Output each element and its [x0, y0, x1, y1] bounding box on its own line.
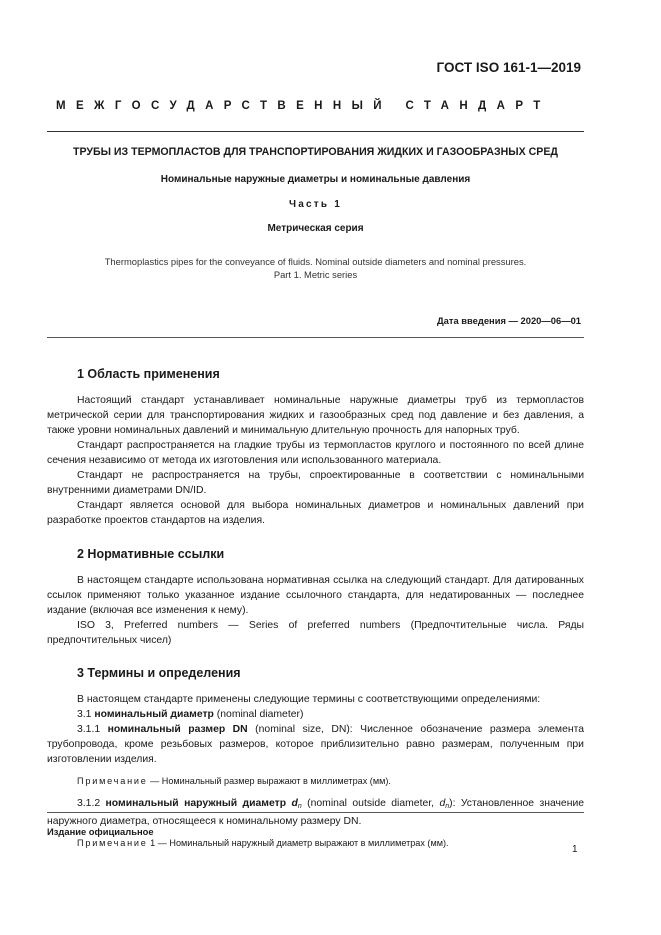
section-2-heading: 2 Нормативные ссылки: [77, 547, 225, 561]
section-1-heading: 1 Область применения: [77, 367, 220, 381]
section-1-paragraph: Стандарт распространяется на гладкие трубы из термопластов круглого и постоянного по всей длине сечения независимо от метода их изготовления или использованного материала.: [47, 440, 584, 466]
introduction-date: Дата введения — 2020—06—01: [436, 315, 581, 326]
top-divider: [47, 131, 584, 132]
document-subtitle: Номинальные наружные диаметры и номинальные давления: [160, 174, 471, 185]
section-2-paragraph: В настоящем стандарте использована нормативная ссылка на следующий стандарт. Для датированных ссылок применяют только указанное издание ссылочного стандарта, для недатированных — последнее издание (включая все изменения к нему).: [47, 575, 584, 616]
document-code: ГОСТ ISO 161-1—2019: [436, 60, 581, 75]
document-title: ТРУБЫ ИЗ ТЕРМОПЛАСТОВ ДЛЯ ТРАНСПОРТИРОВАНИЯ ЖИДКИХ И ГАЗООБРАЗНЫХ СРЕД: [73, 146, 558, 158]
section-3-paragraph: В настоящем стандарте применены следующие термины с соответствующими определениями:: [77, 694, 541, 705]
english-title: [47, 255, 584, 281]
section-1-paragraph: Настоящий стандарт устанавливает номинальные наружные диаметры труб из термопластов метрической серии для транспортирования жидких и газообразных сред под давление и без давления, а также уровни номинальных давлений и минимальную длительную прочность для напорных труб.: [47, 395, 584, 436]
standard-banner: МЕЖГОСУДАРСТВЕННЫЙ СТАНДАРТ: [56, 100, 551, 112]
footer-divider: [47, 812, 584, 813]
document-body: [47, 367, 584, 858]
term-number: 3.1: [77, 709, 92, 720]
term-english: (nominal outside diameter,: [307, 798, 435, 809]
part-label: Часть 1: [289, 199, 342, 210]
note-label: Примечание: [77, 776, 148, 786]
edition-label: Издание официальное: [47, 826, 154, 837]
term-number: 3.1.1: [77, 724, 101, 735]
date-divider: [47, 337, 584, 338]
note-text: — Номинальный размер выражают в миллиметрах (мм).: [150, 776, 391, 786]
english-title-line2: Part 1. Metric series: [273, 269, 358, 280]
term-name: номинальный диаметр: [94, 709, 214, 720]
note-1: [47, 774, 584, 789]
english-title-line1: Thermoplastics pipes for the conveyance of fluids. Nominal outside diameters and nominal pressures.: [104, 256, 527, 267]
term-definition: (nominal size, DN): Численное обозначение размера элемента трубопровода, кроме резьбовых размеров, которое приблизительно равно размерам, полученным при изготовлении изделия.: [47, 724, 585, 765]
term-number: 3.1.2: [77, 798, 101, 809]
note-label: Примечание: [77, 838, 148, 848]
section-1-paragraph: Стандарт является основой для выбора номинальных диаметров и номинальных давлений при разработке проектов стандартов на изделия.: [47, 500, 584, 526]
term-3-1: [47, 707, 584, 722]
section-2-reference: ISO 3, Preferred numbers — Series of preferred numbers (Предпочтительные числа. Ряды предпочтительных чисел): [47, 620, 584, 646]
section-1-paragraph: Стандарт не распространяется на трубы, спроектированные в соответствии с номинальными внутренними диаметрами DN/ID.: [47, 470, 584, 496]
term-name: номинальный наружный диаметр: [105, 798, 287, 809]
series-label: Метрическая серия: [267, 223, 364, 234]
term-definition: ): Установленное значение наружного диаметра, относящееся к номинальному размеру DN.: [47, 798, 585, 827]
term-3-1-1: [47, 722, 584, 767]
term-english: (nominal diameter): [216, 709, 304, 720]
term-symbol-inline: d: [439, 798, 446, 809]
page-number: 1: [572, 844, 578, 855]
section-3-heading: 3 Термины и определения: [77, 666, 241, 680]
term-symbol-subscript: n: [297, 803, 302, 810]
term-symbol: d: [291, 798, 298, 809]
note-text: 1 — Номинальный наружный диаметр выражают в миллиметрах (мм).: [150, 838, 449, 848]
term-name: номинальный размер DN: [107, 724, 248, 735]
note-2: [47, 836, 584, 851]
term-symbol-inline-subscript: n: [445, 803, 450, 810]
